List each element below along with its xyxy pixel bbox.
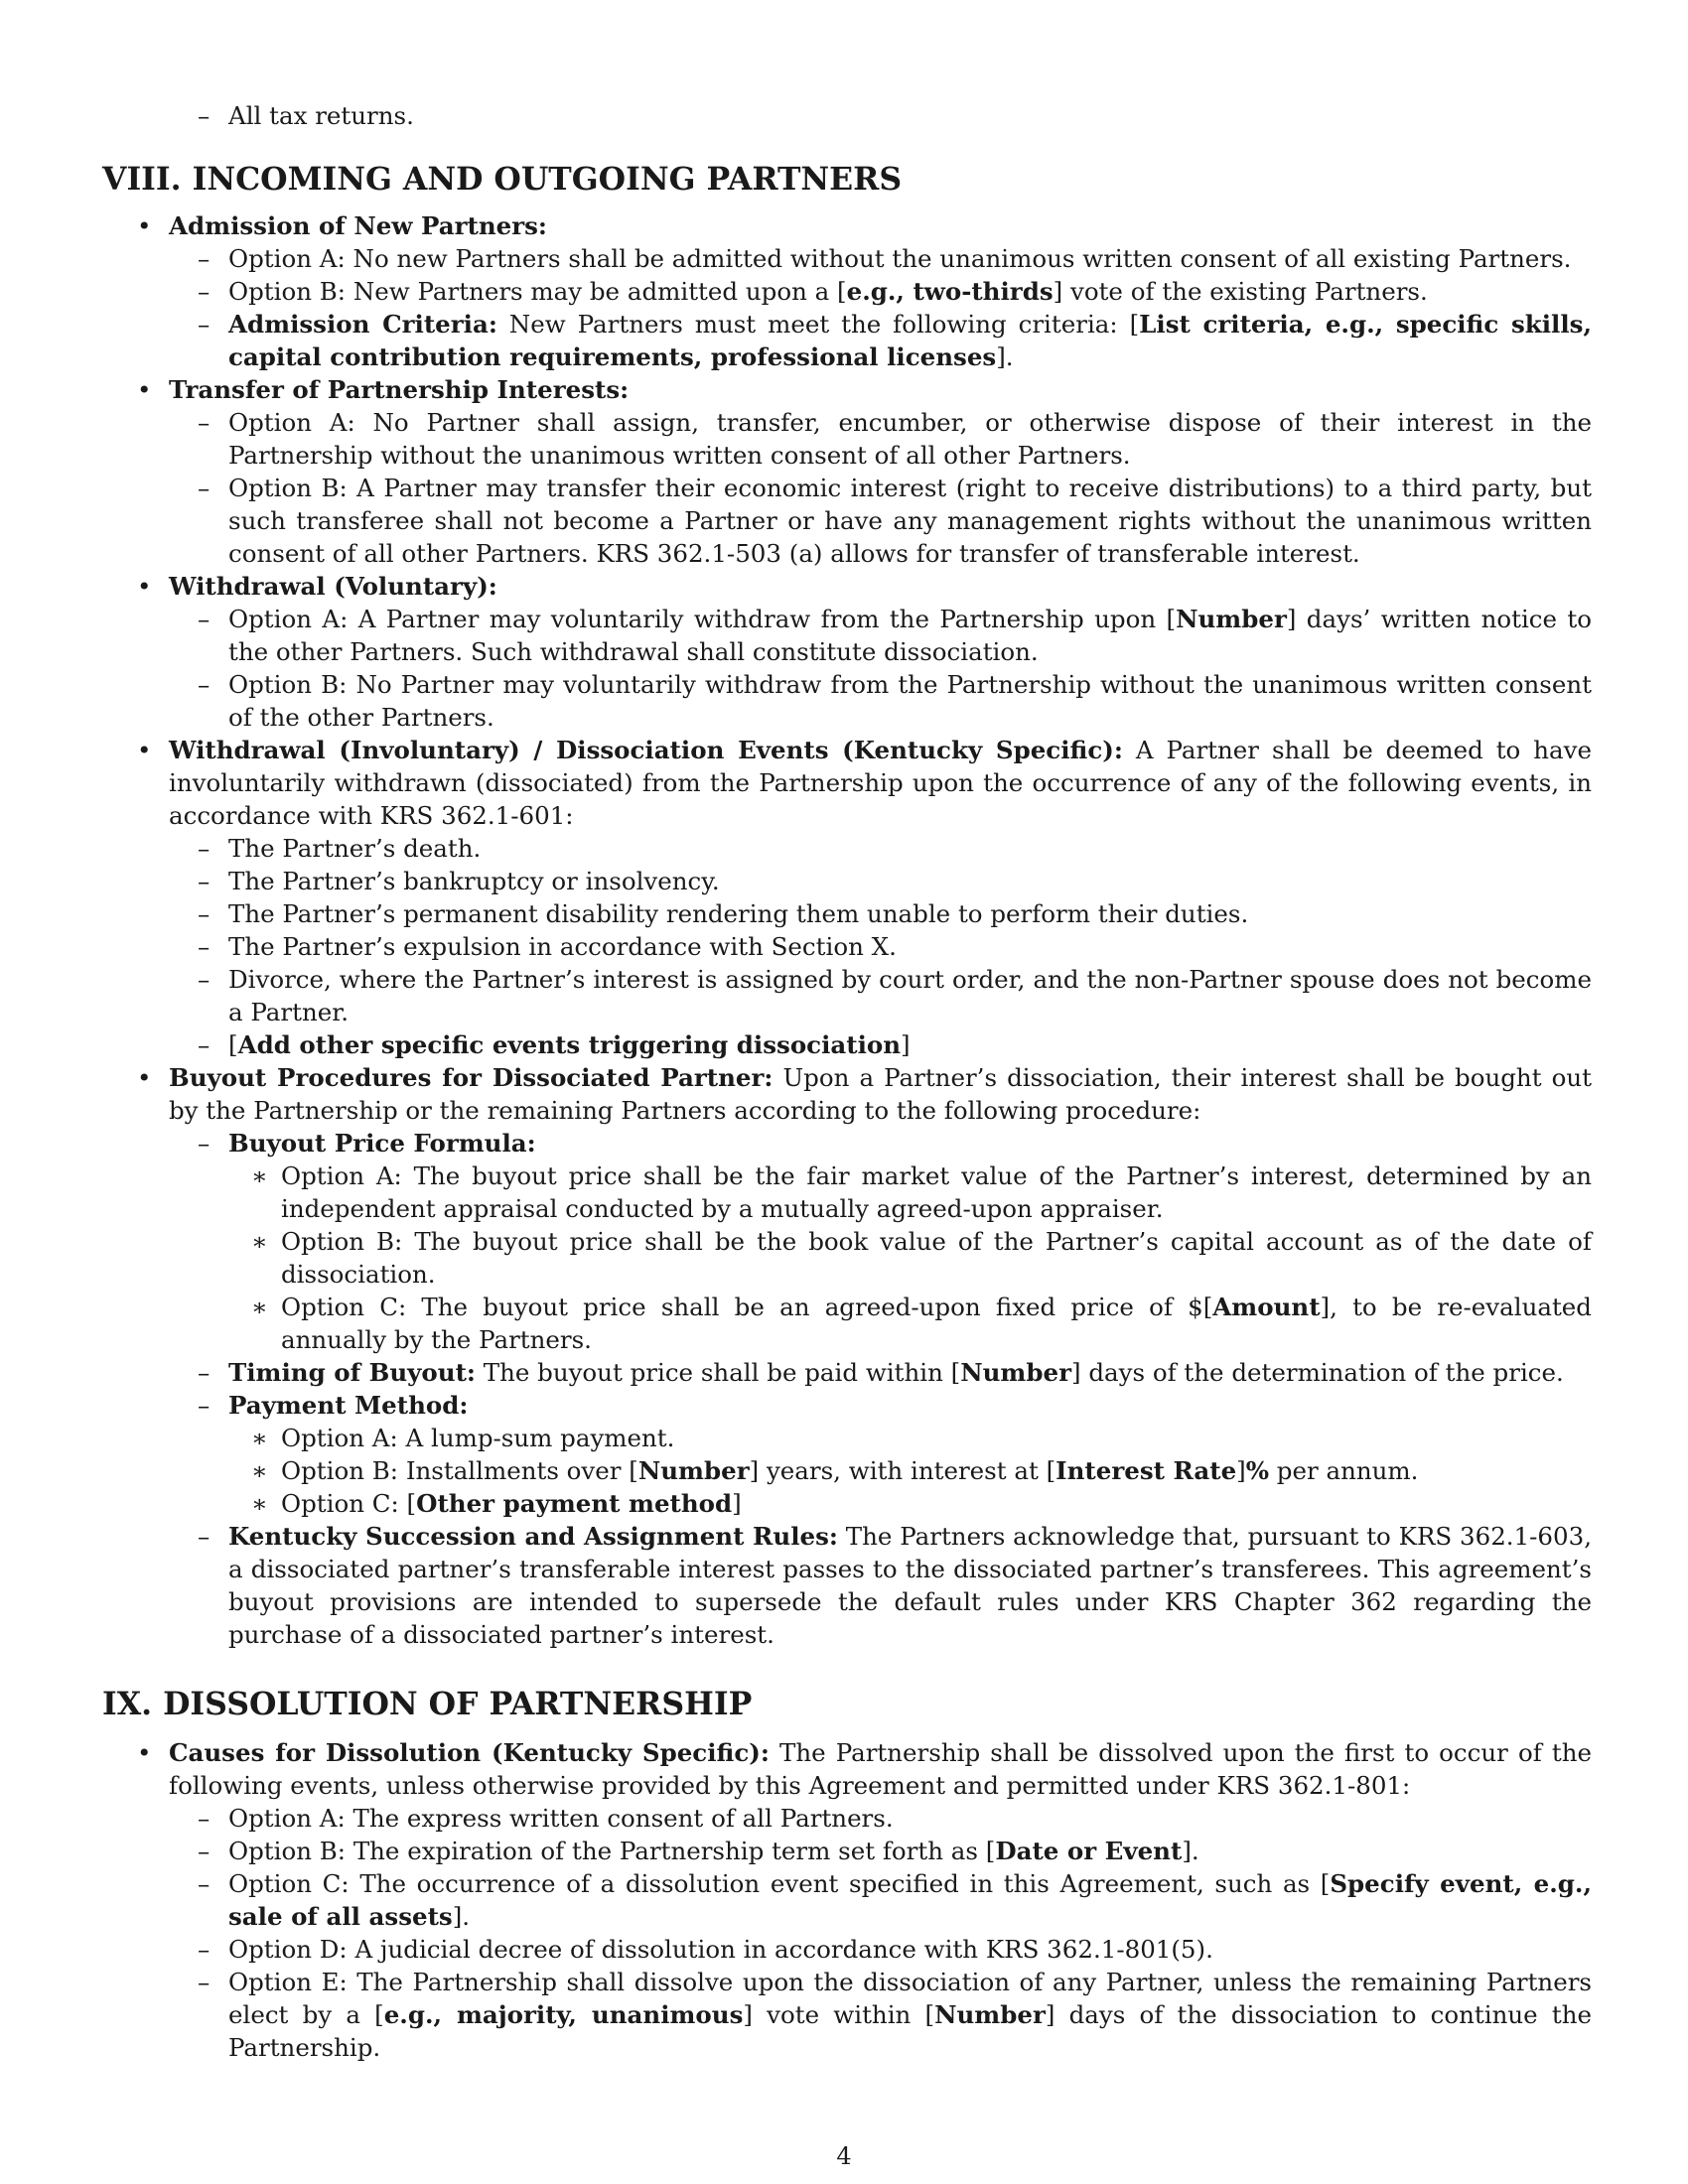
list-item: – Option A: The express written consent of all Partners.: [198, 1804, 894, 1833]
sub-list-item: ∗ Option A: The buyout price shall be the fair market value of the Partner’s interest, determined by an independent appraisal conducted by a mutually agreed-upon appraiser.: [251, 1161, 1592, 1223]
bullet-voluntary: • Withdrawal (Voluntary):: [137, 572, 497, 601]
list-item: – Option A: No new Partners shall be admitted without the unanimous written consent of all existing Partners.: [198, 244, 1572, 273]
bullet-involuntary: • Withdrawal (Involuntary) / Dissociation Events (Kentucky Specific): A Partner shall be deemed to have involuntarily withdrawn (dissociated) from the Partnership upon the occurrence of any of the following events, in accordance with KRS 362.1-601:: [137, 736, 1592, 830]
bullet-transfer: • Transfer of Partnership Interests:: [137, 375, 630, 404]
list-item: – Timing of Buyout: The buyout price shall be paid within [Number] days of the determination of the price.: [198, 1358, 1564, 1387]
list-item: – Option B: No Partner may voluntarily withdraw from the Partnership without the unanimous written consent of the other Partners.: [198, 670, 1592, 732]
bullet-buyout: • Buyout Procedures for Dissociated Partner: Upon a Partner’s dissociation, their interest shall be bought out by the Partnership or the remaining Partners according to the following procedure:: [137, 1063, 1592, 1125]
list-item: – Payment Method:: [198, 1391, 469, 1420]
sub-list-item: ∗ Option C: [Other payment method]: [251, 1489, 742, 1518]
list-item: – Option E: The Partnership shall dissolve upon the dissociation of any Partner, unless the remaining Partners elect by a [e.g., majority, unanimous] vote within [Number] days of the dissociation to continue the Partnership.: [198, 1968, 1592, 2062]
page-content: [102, 99, 1592, 2064]
list-item: – Option D: A judicial decree of dissolution in accordance with KRS 362.1-801(5).: [198, 1935, 1213, 1964]
list-item: – The Partner’s permanent disability rendering them unable to perform their duties.: [198, 899, 1249, 928]
list-item: – Option C: The occurrence of a dissolution event specified in this Agreement, such as [Specify event, e.g., sale of all assets].: [198, 1869, 1592, 1931]
bullet-causes: • Causes for Dissolution (Kentucky Specific): The Partnership shall be dissolved upon the first to occur of the following events, unless otherwise provided by this Agreement and permitted under KRS 362.1-801:: [137, 1738, 1592, 1800]
list-item: – Option A: No Partner shall assign, transfer, encumber, or otherwise dispose of their interest in the Partnership without the unanimous written consent of all other Partners.: [198, 408, 1592, 470]
list-item: – Buyout Price Formula:: [198, 1129, 536, 1158]
bullet-admission: • Admission of New Partners:: [137, 211, 547, 240]
list-item: – [Add other specific events triggering dissociation]: [198, 1030, 911, 1059]
section-heading-viii: VIII. INCOMING AND OUTGOING PARTNERS: [102, 161, 903, 198]
list-item: – Option B: The expiration of the Partnership term set forth as [Date or Event].: [198, 1837, 1199, 1865]
list-item: – Option A: A Partner may voluntarily withdraw from the Partnership upon [Number] days’ written notice to the other Partners. Such withdrawal shall constitute dissociation.: [198, 605, 1592, 666]
page-number: 4: [836, 2142, 852, 2170]
sub-list-item: ∗ Option C: The buyout price shall be an agreed-upon fixed price of $[Amount], to be re-evaluated annually by the Partners.: [251, 1293, 1592, 1354]
section-heading-ix: IX. DISSOLUTION OF PARTNERSHIP: [102, 1686, 753, 1722]
sub-list-item: ∗ Option A: A lump-sum payment.: [251, 1424, 675, 1452]
list-item: – Option B: New Partners may be admitted upon a [e.g., two-thirds] vote of the existing Partners.: [198, 277, 1428, 306]
list-item: – All tax returns.: [198, 101, 414, 130]
list-item: – The Partner’s expulsion in accordance with Section X.: [198, 932, 897, 961]
list-item: – The Partner’s bankruptcy or insolvency.: [198, 867, 720, 895]
list-item: – Admission Criteria: New Partners must meet the following criteria: [List criteria, e.g., specific skills, capital contribution requirements, professional licenses].: [198, 310, 1592, 371]
sub-list-item: ∗ Option B: Installments over [Number] years, with interest at [Interest Rate]% per annum.: [251, 1456, 1419, 1485]
list-item: – Divorce, where the Partner’s interest is assigned by court order, and the non-Partner spouse does not become a Partner.: [198, 965, 1592, 1026]
list-item: – Kentucky Succession and Assignment Rules: The Partners acknowledge that, pursuant to KRS 362.1-603, a dissociated partner’s transferable interest passes to the dissociated partner’s transferees. This agreement’s buyout provisions are intended to supersede the default rules under KRS Chapter 362 regarding the purchase of a dissociated partner’s interest.: [198, 1522, 1592, 1649]
sub-list-item: ∗ Option B: The buyout price shall be the book value of the Partner’s capital account as of the date of dissociation.: [251, 1227, 1592, 1289]
list-item: – Option B: A Partner may transfer their economic interest (right to receive distributions) to a third party, but such transferee shall not become a Partner or have any management rights without the unanimous written consent of all other Partners. KRS 362.1-503 (a) allows for transfer of transferable interest.: [198, 474, 1592, 568]
list-item: – The Partner’s death.: [198, 834, 482, 863]
